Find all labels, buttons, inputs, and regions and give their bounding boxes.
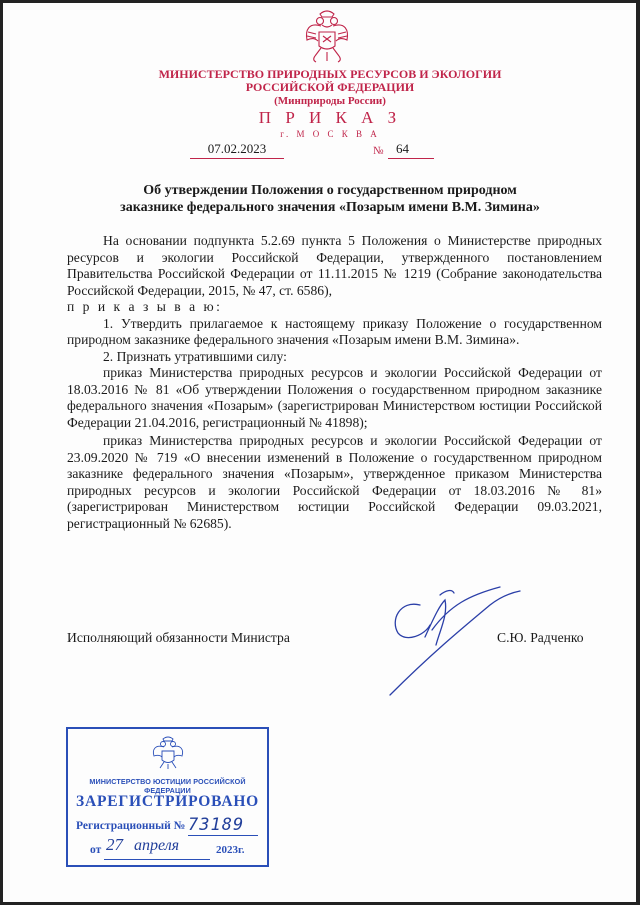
stamp-date-year: 2023г. bbox=[216, 844, 245, 856]
stamp-date-day: 27 bbox=[106, 835, 123, 854]
stamp-emblem-icon bbox=[150, 735, 186, 771]
signer-position: Исполняющий обязанности Министра bbox=[67, 630, 290, 645]
signer-name: С.Ю. Радченко bbox=[497, 630, 584, 645]
title-line1: Об утверждении Положения о государственном природном bbox=[143, 183, 517, 198]
coat-of-arms-icon bbox=[301, 8, 353, 66]
document-date: 07.02.2023 bbox=[190, 141, 284, 159]
scan-edge-top bbox=[0, 0, 640, 3]
scan-edge-right bbox=[636, 0, 640, 905]
stamp-reg-number: 73189 bbox=[188, 815, 258, 836]
stamp-from-label: от bbox=[90, 844, 102, 856]
stamp-ministry: МИНИСТЕРСТВО ЮСТИЦИИ РОССИЙСКОЙ ФЕДЕРАЦИИ bbox=[89, 777, 246, 795]
ministry-name-line2: РОССИЙСКОЙ ФЕДЕРАЦИИ bbox=[245, 80, 415, 94]
ministry-short-name: (Минприроды России) bbox=[274, 95, 386, 107]
order-verb: п р и к а з ы в а ю: bbox=[67, 299, 223, 314]
document-title bbox=[90, 182, 570, 216]
city-label: г. М О С К В А bbox=[280, 129, 380, 139]
stamp-date-underline bbox=[104, 859, 210, 860]
stamp-status: ЗАРЕГИСТРИРОВАНО bbox=[75, 793, 260, 810]
number-sign: № bbox=[373, 145, 384, 157]
intro-paragraph: На основании подпункта 5.2.69 пункта 5 Положения о Министерстве природных ресурсов и экологии Российской Федерации, утвержденного постановлением Правительства Российской Федерации от 11.11.2015 № 1219 (Собрание законодательства Российской Федерации, 2015, № 47, ст. 6586), bbox=[67, 233, 602, 298]
title-line2: заказнике федерального значения «Позарым имени В.М. Зимина» bbox=[120, 200, 540, 215]
document-type: П Р И К А З bbox=[258, 108, 402, 127]
item-2b: приказ Министерства природных ресурсов и экологии Российской Федерации от 23.09.2020 № 719 «О внесении изменений в Положение о государственном природном заказнике федерального значения «Позарым», утвержденное приказом Министерства природных ресурсов и экологии Российской Федерации от 18.03.2016 № 81» (зарегистрирован Министерством юстиции Российской Федерации 09.03.2021, регистрационный № 62685). bbox=[67, 433, 602, 531]
item-2a: приказ Министерства природных ресурсов и экологии Российской Федерации от 18.03.2016 № 81 «Об утверждении Положения о государственном природном заказнике федерального значения «Позарым» (зарегистрирован Министерством юстиции Российской Федерации 21.04.2016, регистрационный № 41898); bbox=[67, 365, 602, 430]
stamp-reg-label: Регистрационный № bbox=[76, 820, 186, 832]
registration-stamp bbox=[66, 727, 269, 867]
document-number: 64 bbox=[388, 141, 434, 159]
scan-edge-left bbox=[0, 0, 3, 905]
ministry-name-line1: МИНИСТЕРСТВО ПРИРОДНЫХ РЕСУРСОВ И ЭКОЛОГИИ bbox=[158, 67, 502, 81]
item-2: 2. Признать утратившими силу: bbox=[103, 348, 287, 364]
item-1: 1. Утвердить прилагаемое к настоящему приказу Положение о государственном природном заказнике федерального значения «Позарым имени В.М. Зимина». bbox=[67, 315, 602, 347]
document-body bbox=[67, 233, 602, 532]
stamp-date-month: апреля bbox=[134, 837, 180, 854]
